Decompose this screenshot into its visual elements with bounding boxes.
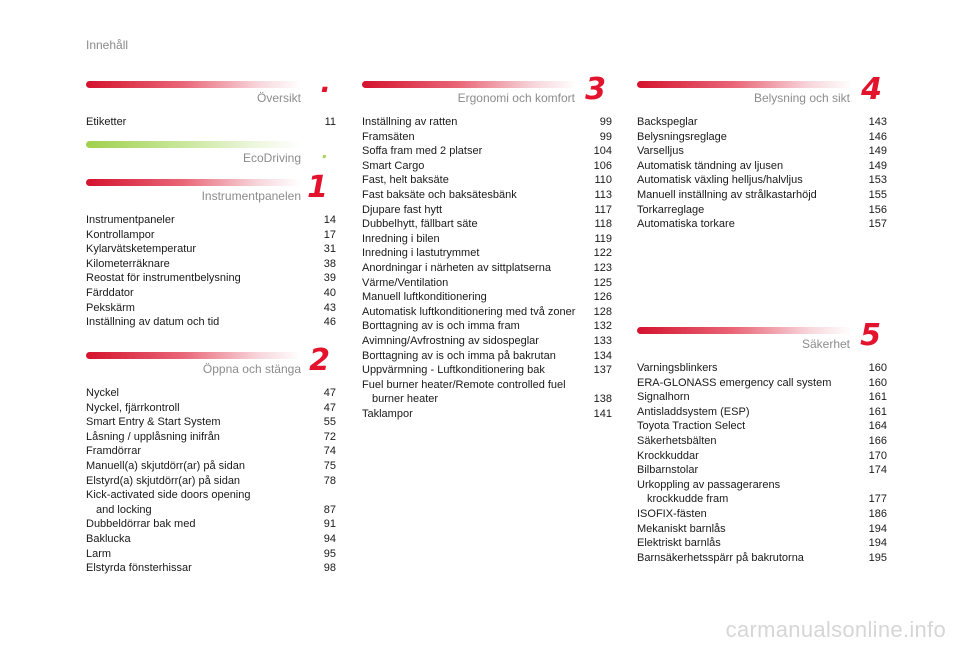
toc-entry[interactable] [86,271,336,286]
toc-entry-label [637,450,699,462]
toc-entry-label-line: Elstyrd(a) skjutdörr(ar) på sidan [86,474,241,487]
toc-entry-label-line: Fast, helt baksäte [362,174,449,187]
toc-list [86,115,336,130]
toc-entry[interactable] [637,361,887,376]
toc-entry-label [637,464,698,476]
toc-entry-page: 98 [323,562,336,575]
section-number: . [321,143,328,162]
toc-entry-label [86,445,141,457]
toc-entry[interactable] [362,363,612,378]
toc-list [86,213,336,330]
toc-entry[interactable] [86,459,336,474]
toc-entry[interactable] [362,188,612,203]
toc-entry[interactable] [637,159,887,174]
toc-list [86,386,336,576]
toc-entry[interactable] [637,130,887,145]
toc-entry-page: 157 [868,218,887,231]
section-oppna-och-stanga [86,343,336,576]
toc-entry[interactable] [86,301,336,316]
section-number: 5 [860,318,881,353]
toc-entry-label [637,377,831,389]
toc-entry-label-line: Borttagning av is och imma fram [362,320,520,333]
toc-entry-page: 78 [323,474,336,487]
toc-entry-page: 99 [599,130,612,143]
toc-entry[interactable] [86,488,336,517]
toc-entry[interactable] [362,232,612,247]
toc-entry[interactable] [86,242,336,257]
toc-entry-label-line: Värme/Ventilation [362,276,449,289]
toc-entry-label-line: Nyckel, fjärrkontroll [86,401,180,414]
toc-entry-label [86,548,111,560]
toc-entry-page: 46 [323,316,336,329]
toc-entry-label-line: Avimning/Avfrostning av sidospeglar [362,334,539,347]
toc-entry-page: 149 [868,159,887,172]
section-title: Belysning och sikt [753,91,850,105]
toc-entry-page: 128 [593,305,612,318]
section-ergonomi-och-komfort [362,72,612,421]
toc-entry-label-line: Automatisk växling helljus/halvljus [637,174,803,187]
toc-entry[interactable] [637,507,887,522]
toc-entry-label-line: Antisladdsystem (ESP) [637,405,750,418]
toc-entry-page: 160 [868,362,887,374]
toc-entry-label [637,145,684,157]
section-number: . [320,66,331,99]
toc-list [637,361,887,565]
toc-entry[interactable] [362,246,612,261]
toc-entry[interactable] [86,401,336,416]
toc-entry-label [637,116,698,128]
toc-entry-page: 156 [868,203,887,216]
section-title: Öppna och stänga [202,362,301,376]
section-bar [362,81,577,88]
toc-entry-page: 126 [593,291,612,304]
section-header [362,72,612,115]
toc-entry-label [86,316,219,328]
toc-entry[interactable] [362,305,612,320]
toc-entry-label [362,233,440,245]
toc-entry-label [637,204,704,216]
toc-entry[interactable] [637,449,887,464]
toc-entry-label [637,160,783,172]
toc-entry-label-line: Baklucka [86,532,131,545]
toc-entry[interactable] [637,551,887,566]
section-number: 4 [861,72,882,107]
toc-entry-label-line: Reostat för instrumentbelysning [86,272,241,285]
toc-entry-label [637,420,745,432]
toc-entry-label-line: Inställning av datum och tid [86,316,220,329]
toc-entry-label-line: Varselljus [637,145,684,158]
toc-entry-label-line: Automatiska torkare [637,218,735,231]
toc-entry-page: 153 [868,174,887,187]
toc-entry-label-line: Manuell(a) skjutdörr(ar) på sidan [86,459,245,472]
section-header [637,72,887,115]
toc-entry[interactable] [637,478,887,507]
page-header: Innehåll [86,38,129,52]
toc-entry-page: 87 [323,503,336,516]
toc-entry-label-line: Bilbarnstolar [637,464,699,477]
toc-entry-label [637,174,803,186]
toc-entry[interactable] [86,474,336,489]
toc-entry-page: 134 [593,349,612,362]
toc-entry-label-line: ERA-GLONASS emergency call system [637,376,832,389]
toc-entry-page: 39 [323,272,336,285]
toc-entry-label-line: Smart Entry & Start System [86,416,221,429]
toc-entry-label-line: Fast baksäte och baksätesbänk [362,188,517,201]
toc-entry[interactable] [362,276,612,291]
toc-entry[interactable] [362,319,612,334]
toc-entry-label-line: Uppvärmning - Luftkonditionering bak [362,364,545,377]
toc-entry[interactable] [86,315,336,330]
toc-entry-label [86,214,175,226]
toc-entry-label [86,258,170,270]
toc-entry[interactable] [637,463,887,478]
toc-entry-label-line: Kilometerräknare [86,257,170,270]
toc-entry[interactable] [362,261,612,276]
section-sakerhet [637,318,887,565]
toc-entry-page: 138 [593,393,612,406]
toc-entry-page: 170 [868,449,887,462]
toc-entry[interactable] [86,228,336,243]
section-header [86,66,336,115]
toc-entry-page: 14 [323,214,336,226]
toc-entry-page: 146 [868,130,887,143]
toc-entry[interactable] [637,405,887,420]
toc-entry[interactable] [86,547,336,562]
toc-entry[interactable] [362,217,612,232]
toc-entry-label [86,287,134,299]
toc-entry-page: 143 [868,116,887,128]
toc-entry-label-line: Kontrollampor [86,228,155,241]
toc-entry-label-line: Inredning i bilen [362,232,440,245]
toc-entry-label-line: Dubbeldörrar bak med [86,518,196,531]
toc-entry-label [362,145,482,157]
toc-entry-label [637,479,861,507]
toc-entry-page: 75 [323,459,336,472]
toc-entry-label-line: Manuell luftkonditionering [362,291,487,304]
toc-entry[interactable] [637,376,887,391]
toc-entry-label [637,131,727,143]
toc-entry-label-line: burner heater [372,393,439,406]
section-number: 3 [585,72,606,107]
toc-entry-page: 91 [323,518,336,531]
toc-entry-label [362,408,413,420]
toc-entry-label-line: Elstyrda fönsterhissar [86,562,192,575]
toc-entry-page: 99 [599,116,612,128]
toc-entry-label-line: Pekskärm [86,301,135,314]
toc-entry-label-line: Borttagning av is och imma på bakrutan [362,349,556,362]
toc-entry[interactable] [362,378,612,407]
toc-entry-page: 174 [868,464,887,477]
toc-entry-page: 141 [593,407,612,420]
toc-entry-label [362,116,457,128]
toc-entry-page: 47 [323,387,336,399]
toc-entry-label [86,272,241,284]
toc-entry-page: 72 [323,430,336,443]
toc-entry-page: 38 [323,257,336,270]
toc-entry-label [86,402,180,414]
toc-entry-label [637,537,721,549]
section-bar [86,179,301,186]
toc-entry-label-line: Elektriskt barnlås [637,537,721,550]
toc-entry-label-line: ISOFIX-fästen [637,507,707,520]
toc-entry-page: 119 [594,232,612,245]
toc-entry-label [637,189,817,201]
toc-entry-page: 194 [868,537,887,550]
toc-entry-label [362,204,442,216]
toc-entry[interactable] [86,415,336,430]
toc-entry-page: 133 [593,334,612,347]
toc-entry[interactable] [86,286,336,301]
toc-entry-page: 118 [594,218,612,231]
toc-entry[interactable] [637,173,887,188]
toc-entry[interactable] [637,115,887,130]
toc-entry-label-line: Kylarvätsketemperatur [86,243,197,256]
toc-entry-label [362,131,415,143]
toc-entry-label [86,533,131,545]
toc-entry-page: 110 [594,174,612,187]
toc-entry-label [86,243,196,255]
toc-entry-page: 104 [593,145,612,158]
toc-entry-page: 74 [323,445,336,458]
toc-entry-page: 149 [868,145,887,158]
toc-entry-label [362,174,449,186]
toc-entry-label [637,362,718,374]
toc-entry-label-line: Säkerhetsbälten [637,434,717,447]
toc-entry[interactable] [637,434,887,449]
toc-entry[interactable] [362,144,612,159]
toc-entry-label-line: Barnsäkerhetsspärr på bakrutorna [637,551,804,564]
toc-entry-label [86,431,220,443]
toc-entry[interactable] [637,144,887,159]
toc-entry-page: 113 [594,188,612,201]
toc-entry[interactable] [362,407,612,422]
toc-entry[interactable] [637,390,887,405]
toc-entry-label [86,387,119,399]
toc-entry[interactable] [637,522,887,537]
toc-entry-label [362,350,556,362]
toc-entry-page: 47 [323,401,336,414]
toc-entry-label-line: Framsäten [362,130,415,143]
toc-entry-label [362,247,479,259]
section-title: Instrumentpanelen [201,189,301,203]
toc-entry-label [86,116,126,128]
toc-entry-label-line: Nyckel [86,387,120,399]
toc-entry-page: 161 [868,391,887,404]
toc-entry[interactable] [637,188,887,203]
toc-entry-page: 43 [323,301,336,314]
toc-entry-label [86,489,310,517]
toc-entry-label-line: Larm [86,547,112,560]
toc-entry-page: 132 [593,320,612,333]
toc-entry-page: 164 [868,420,887,433]
section-belysning-och-sikt [637,72,887,232]
toc-entry-label [86,562,192,574]
toc-entry-label-line: Automatisk tändning av ljusen [637,159,784,172]
toc-entry[interactable] [86,257,336,272]
toc-entry-page: 17 [323,228,336,241]
toc-entry-label-line: Fuel burner heater/Remote controlled fuel [362,378,566,391]
toc-entry-label [86,460,245,472]
toc-entry-label-line: Låsning / upplåsning inifrån [86,430,220,443]
toc-entry-label-line: Färddator [86,286,134,299]
toc-entry-label-line: Mekaniskt barnlås [637,522,726,535]
toc-entry-label-line: Soffa fram med 2 platser [362,145,483,158]
toc-entry[interactable] [362,159,612,174]
toc-entry-label-line: Varningsblinkers [637,362,718,374]
toc-entry-label [86,302,135,314]
toc-entry-page: 177 [868,493,887,506]
section-number: 1 [307,170,328,205]
toc-entry-page: 125 [593,276,612,289]
toc-entry-label [362,291,487,303]
toc-entry-label-line: and locking [96,503,152,516]
toc-entry[interactable] [637,536,887,551]
toc-entry-label-line: Anordningar i närheten av sittplatserna [362,261,551,274]
section-instrumentpanelen [86,170,336,330]
section-number: 2 [309,343,330,378]
toc-entry-label [637,218,735,230]
toc-entry-label [362,364,545,376]
section-bar [86,352,301,359]
toc-entry-label-line: krockkudde fram [647,493,729,506]
toc-entry-page: 166 [868,434,887,447]
toc-entry-page: 95 [323,547,336,560]
toc-entry-label [86,475,240,487]
section-title: EcoDriving [242,151,301,165]
toc-entry[interactable] [86,386,336,401]
section-bar [86,141,301,148]
toc-entry-label-line: Urkoppling av passagerarens [637,478,781,491]
toc-entry[interactable] [86,430,336,445]
toc-entry-label [637,391,690,403]
toc-entry[interactable] [362,334,612,349]
toc-entry-page: 55 [323,416,336,429]
toc-entry[interactable] [637,419,887,434]
toc-entry[interactable] [362,115,612,130]
toc-entry-label-line: Belysningsreglage [637,130,727,143]
toc-entry-label [362,379,586,407]
toc-entry-label [637,523,726,535]
toc-entry-page: 155 [868,188,887,201]
toc-entry-page: 195 [868,551,887,564]
toc-entry[interactable] [362,349,612,364]
toc-entry[interactable] [86,115,336,130]
toc-entry-page: 123 [593,261,612,274]
toc-entry[interactable] [362,203,612,218]
section-header [86,170,336,213]
toc-entry[interactable] [637,203,887,218]
toc-entry-page: 122 [593,247,612,260]
toc-entry-page: 40 [323,286,336,299]
toc-entry-label-line: Kick-activated side doors opening [86,489,251,502]
toc-entry-label [362,262,551,274]
toc-entry-page: 106 [593,159,612,172]
toc-entry[interactable] [362,173,612,188]
toc-entry-label-line: Dubbelhytt, fällbart säte [362,218,478,231]
toc-entry[interactable] [86,444,336,459]
toc-entry-label [362,335,539,347]
toc-entry-page: 137 [593,364,612,377]
section-title: Översikt [256,91,301,105]
toc-entry-label-line: Krockkuddar [637,449,699,462]
toc-entry-label-line: Framdörrar [86,445,142,458]
toc-entry-label [86,518,195,530]
toc-entry-page: 94 [323,532,336,545]
toc-entry-page: 186 [868,507,887,520]
toc-entry-label [362,160,424,172]
toc-entry[interactable] [86,517,336,532]
toc-entry-page: 11 [324,116,336,128]
toc-entry[interactable] [86,213,336,228]
toc-entry-page: 160 [868,376,887,389]
toc-entry[interactable] [637,217,887,232]
toc-entry[interactable] [362,130,612,145]
toc-list [362,115,612,421]
toc-entry-page: 161 [868,405,887,418]
toc-entry-label-line: Backspeglar [637,116,698,128]
toc-entry-label-line: Etiketter [86,116,127,128]
section-bar [86,81,301,88]
toc-entry-page: 31 [323,243,336,256]
section-header [637,318,887,361]
toc-entry-label-line: Inredning i lastutrymmet [362,247,480,260]
toc-entry-label-line: Instrumentpaneler [86,214,175,226]
toc-entry-label [362,218,478,230]
toc-entry-label [637,435,717,447]
toc-entry-label [86,229,154,241]
toc-entry[interactable] [86,532,336,547]
toc-entry-label-line: Djupare fast hytt [362,203,443,216]
section-title: Säkerhet [801,337,850,351]
toc-entry-label [86,416,220,428]
toc-entry-label [637,508,707,520]
toc-entry-label [362,320,520,332]
section-header [86,139,336,175]
toc-entry-label [362,306,575,318]
toc-entry-label [362,189,517,201]
toc-entry-label-line: Signalhorn [637,391,690,404]
toc-list [637,115,887,232]
toc-entry-label-line: Manuell inställning av strålkastarhöjd [637,188,817,201]
toc-entry[interactable] [86,561,336,576]
section-ecodriving [86,139,336,175]
toc-entry-label [637,406,749,418]
watermark: carmanualsonline.info [725,617,946,642]
toc-entry-label [362,277,448,289]
toc-entry-label [637,552,804,564]
toc-entry[interactable] [362,290,612,305]
section-bar [637,81,852,88]
toc-entry-label-line: Torkarreglage [637,203,705,216]
toc-entry-page: 117 [594,203,612,216]
toc-entry-label-line: Inställning av ratten [362,116,458,128]
toc-entry-page: 194 [868,522,887,535]
section-bar [637,327,852,334]
toc-entry-label-line: Automatisk luftkonditionering med två zoner [362,305,576,318]
section-header [86,343,336,386]
section-oversikt [86,66,336,130]
toc-entry-label-line: Taklampor [362,407,413,420]
section-title: Ergonomi och komfort [457,91,575,105]
toc-entry-label-line: Smart Cargo [362,159,425,172]
toc-entry-label-line: Toyota Traction Select [637,420,746,433]
